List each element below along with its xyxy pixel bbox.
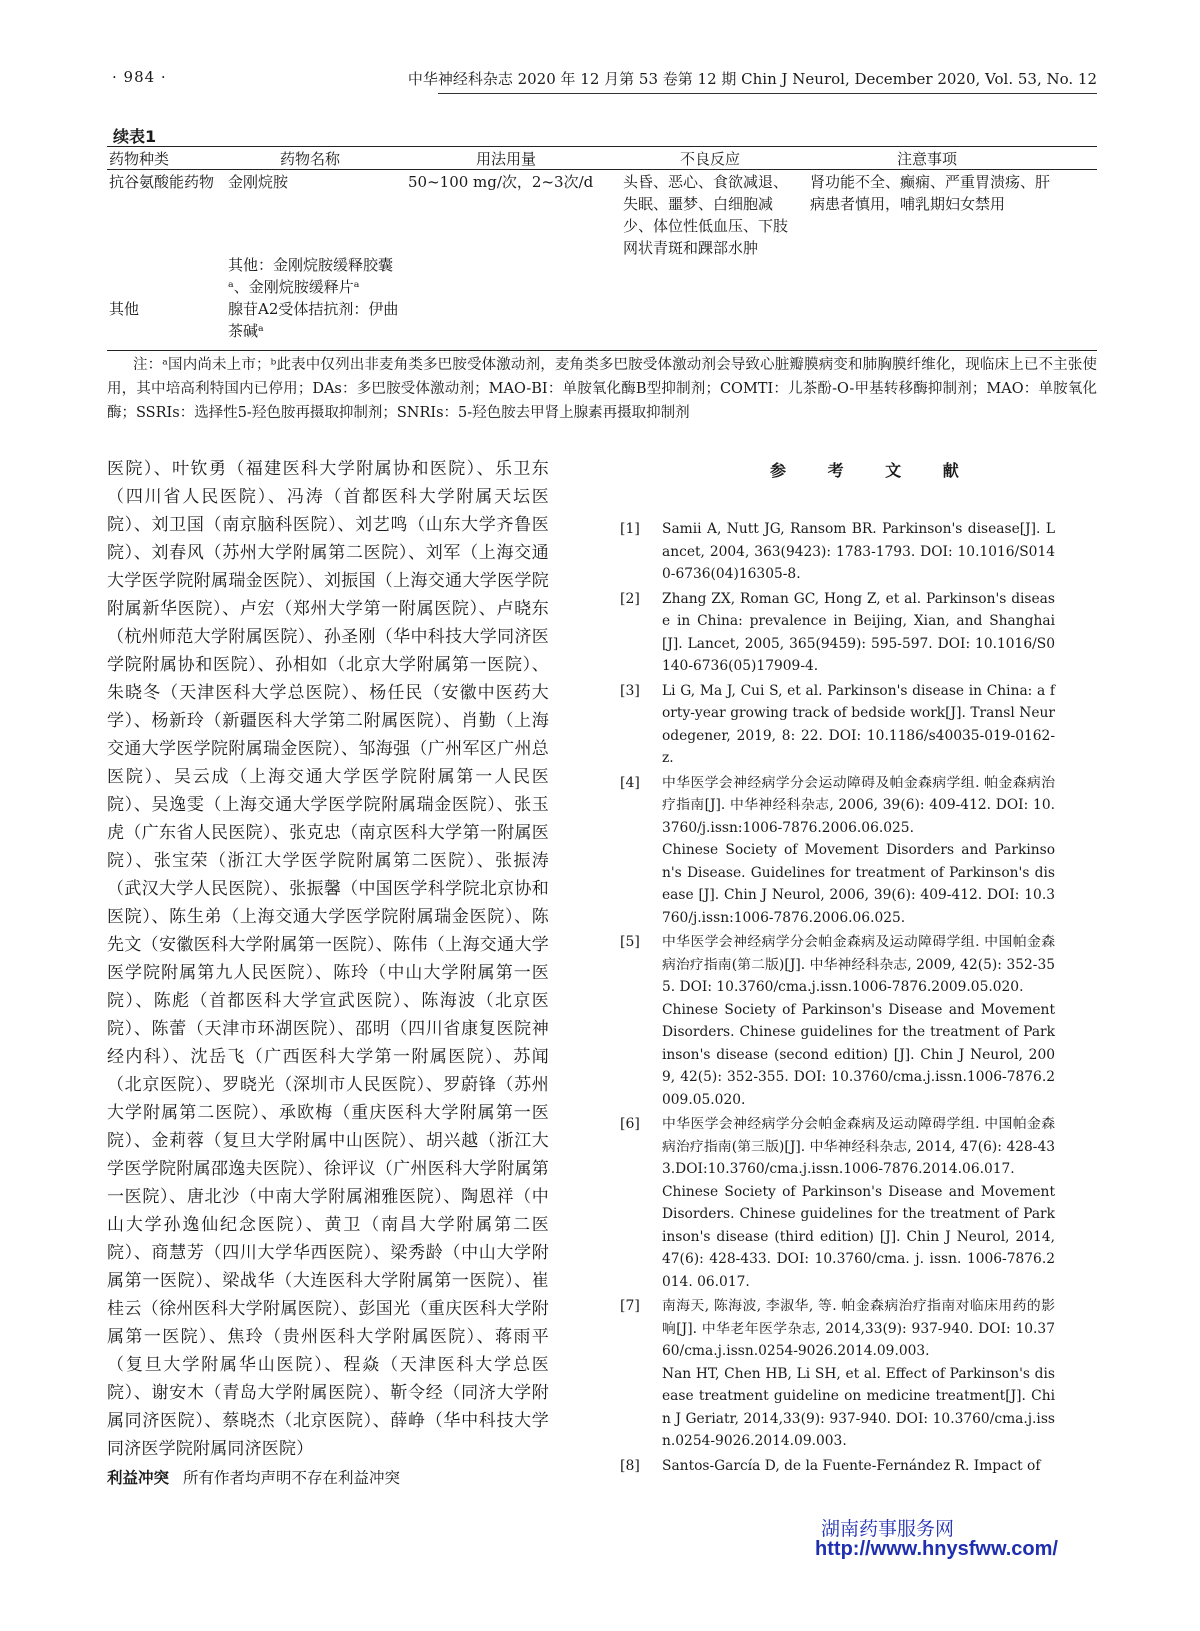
reference-item — [620, 1113, 1055, 1293]
table-header-notes: 注意事项 — [897, 150, 958, 168]
table-cell-name: 腺苷A2受体拮抗剂：伊曲茶碱ᵃ — [228, 300, 399, 340]
acknowledgement-text: 医院）、叶钦勇（福建医科大学附属协和医院）、乐卫东（四川省人民医院）、冯涛（首都医科大学附属天坛医院）、刘卫国（南京脑科医院）、刘艺鸣（山东大学齐鲁医院）、刘春风（苏州大学附属第二医院）、刘军（上海交通大学医学院附属瑞金医院）、刘振国（上海交通大学医学院附属新华医院）、卢宏（郑州大学第一附属医院）、卢晓东（杭州师范大学附属医院）、孙圣刚（华中科技大学同济医学院附属协和医院）、孙相如（北京大学附属第一医院）、朱晓冬（天津医科大学总医院）、杨任民（安徽中医药大学）、杨新玲（新疆医科大学第二附属医院）、肖勤（上海交通大学医学院附属瑞金医院）、邹海强（广州军区广州总医院）、吴云成（上海交通大学医学院附属第一人民医院）、吴逸雯（上海交通大学医学院附属瑞金医院）、张玉虎（广东省人民医院）、张克忠（南京医科大学第一附属医院）、张宝荣（浙江大学医学院附属第二医院）、张振涛（武汉大学人民医院）、张振馨（中国医学科学院北京协和医院）、陈生弟（上海交通大学医学院附属瑞金医院）、陈先文（安徽医科大学附属第一医院）、陈伟（上海交通大学医学院附属第九人民医院）、陈玲（中山大学附属第一医院）、陈彪（首都医科大学宣武医院）、陈海波（北京医院）、陈蕾（天津市环湖医院）、邵明（四川省康复医院神经内科）、沈岳飞（广西医科大学第一附属医院）、苏闻（北京医院）、罗晓光（深圳市人民医院）、罗蔚锋（苏州大学附属第二医院）、承欧梅（重庆医科大学附属第一医院）、金莉蓉（复旦大学附属中山医院）、胡兴越（浙江大学医学院附属邵逸夫医院）、徐评议（广州医科大学附属第一医院）、唐北沙（中南大学附属湘雅医院）、陶恩祥（中山大学孙逸仙纪念医院）、黄卫（南昌大学附属第二医院）、商慧芳（四川大学华西医院）、梁秀龄（中山大学附属第一医院）、梁战华（大连医科大学附属第一医院）、崔桂云（徐州医科大学附属医院）、彭国光（重庆医科大学附属第一医院）、焦玲（贵州医科大学附属医院）、蒋雨平（复旦大学附属华山医院）、程焱（天津医科大学总医院）、谢安木（青岛大学附属医院）、靳令经（同济大学附属同济医院）、蔡晓杰（北京医院）、薛峥（华中科技大学同济医学院附属同济医院） — [107, 459, 549, 1459]
reference-item — [620, 680, 1055, 770]
table-cell-name: 金刚烷胺 — [228, 173, 289, 191]
reference-text: 中华医学会神经病学分会帕金森病及运动障碍学组. 中国帕金森病治疗指南(第三版)[J]. 中华神经科杂志, 2014, 47(6): 428-433.DOI:10.3760/cma.j.issn.1006-7876.2014.06.017. — [662, 1116, 1055, 1177]
reference-english-text: Chinese Society of Parkinson's Disease and Movement Disorders. Chinese guidelines for the treatment of Parkinson's disease (third edition) [J]. Chin J Neurol, 2014, 47(6): 428-433. DOI: 10.3760/cma. j. issn. 1006-7876.2014. 06.017. — [662, 1183, 1055, 1290]
reference-text: 中华医学会神经病学分会帕金森病及运动障碍学组. 中国帕金森病治疗指南(第二版)[J]. 中华神经科杂志, 2009, 42(5): 352-355. DOI: 10.3760/cma.j.issn.1006-7876.2009.05.020. — [662, 934, 1055, 995]
reference-item — [620, 1295, 1055, 1453]
table-footnote: 注：ᵃ国内尚未上市；ᵇ此表中仅列出非麦角类多巴胺受体激动剂，麦角类多巴胺受体激动剂会导致心脏瓣膜病变和肺胸膜纤维化，现临床上已不主张使用，其中培高利特国内已停用；DAs：多巴胺受体激动剂；MAO-BI：单胺氧化酶B型抑制剂；COMTI：儿茶酚-O-甲基转移酶抑制剂；MAO：单胺氧化酶；SSRIs：选择性5-羟色胺再摄取抑制剂；SNRIs：5-羟色胺去甲肾上腺素再摄取抑制剂 — [107, 357, 1097, 421]
table-title: 续表1 — [113, 127, 157, 146]
table-header-name: 药物名称 — [280, 150, 341, 168]
table-cell-dosage: 50~100 mg/次，2~3次/d — [408, 173, 594, 191]
reference-list — [620, 518, 1055, 1479]
reference-english-text: Chinese Society of Parkinson's Disease and Movement Disorders. Chinese guidelines for the treatment of Parkinson's disease (second edition) [J]. Chin J Neurol, 2009, 42(5): 352-355. DOI: 10.3760/cma.j.issn.1006-7876.2009.05.020. — [662, 1001, 1055, 1108]
conflict-text: 所有作者均声明不存在利益冲突 — [183, 1469, 401, 1487]
reference-text: 中华医学会神经病学分会运动障碍及帕金森病学组. 帕金森病治疗指南[J]. 中华神经科杂志, 2006, 39(6): 409-412. DOI: 10.3760/j.issn:1006-7876.2006.06.025. — [662, 774, 1055, 836]
reference-number: [7] — [620, 1298, 640, 1314]
reference-english-text: Chinese Society of Movement Disorders and Parkinson's Disease. Guidelines for treatment of Parkinson's disease [J]. Chin J Neurol, 2006, 39(6): 409-412. DOI: 10.3760/j.issn:1006-7876.2006.06.025. — [662, 842, 1055, 926]
reference-number: [4] — [620, 774, 640, 791]
reference-item — [620, 1455, 1055, 1478]
reference-text: Zhang ZX, Roman GC, Hong Z, et al. Parkinson's disease in China: prevalence in Beijing, Xian, and Shanghai[J]. Lancet, 2005, 365(9459): 595-597. DOI: 10.1016/S0140-6736(05)17909-4. — [662, 590, 1055, 674]
table-header-adverse: 不良反应 — [680, 150, 741, 168]
table-header-rule — [107, 169, 1097, 170]
table-top-rule — [107, 146, 1097, 147]
table-cell-notes: 肾功能不全、癫痫、严重胃溃疡、肝病患者慎用，哺乳期妇女禁用 — [810, 173, 1051, 213]
reference-number: [8] — [620, 1457, 640, 1474]
table-cell-adverse: 头昏、恶心、食欲减退、失眠、噩梦、白细胞减少、体位性低血压、下肢网状青斑和踝部水肿 — [623, 173, 789, 257]
table-cell-name: 其他：金刚烷胺缓释胶囊ᵃ、金刚烷胺缓释片ᵃ — [228, 256, 394, 296]
conflict-label: 利益冲突 — [107, 1469, 170, 1487]
reference-item — [620, 588, 1055, 678]
table-header-dosage: 用法用量 — [476, 150, 537, 168]
watermark-site-name: 湖南药事服务网 — [820, 1518, 954, 1540]
header-rule — [438, 93, 1097, 94]
reference-number: [6] — [620, 1116, 640, 1132]
reference-item — [620, 931, 1055, 1111]
reference-number: [3] — [620, 682, 640, 699]
reference-text: Samii A, Nutt JG, Ransom BR. Parkinson's disease[J]. Lancet, 2004, 363(9423): 1783-1793. DOI: 10.1016/S0140-6736(04)16305-8. — [662, 521, 1055, 582]
reference-number: [2] — [620, 590, 640, 607]
page-number: · 984 · — [112, 68, 167, 86]
table-bottom-rule — [107, 350, 1097, 351]
reference-text: Li G, Ma J, Cui S, et al. Parkinson's disease in China: a forty-year growing track of bedside work[J]. Transl Neurodegener, 2019, 8: 22. DOI: 10.1186/s40035-019-0162-z. — [662, 682, 1055, 766]
references-heading: 参 考 文 献 — [770, 461, 977, 480]
reference-text: Santos-García D, de la Fuente-Fernández R. Impact of — [662, 1457, 1041, 1474]
reference-text: 南海天, 陈海波, 李淑华, 等. 帕金森病治疗指南对临床用药的影响[J]. 中华老年医学杂志, 2014,33(9): 937-940. DOI: 10.3760/cma.j.issn.0254-9026.2014.09.003. — [662, 1298, 1055, 1359]
conflict-of-interest — [107, 1466, 400, 1488]
table-cell-category: 抗谷氨酸能药物 — [109, 173, 215, 191]
reference-number: [1] — [620, 521, 640, 537]
table-cell-category: 其他 — [109, 300, 140, 318]
reference-item — [620, 518, 1055, 586]
reference-number: [5] — [620, 934, 640, 950]
running-header: 中华神经科杂志 2020 年 12 月第 53 卷第 12 期 Chin J Neurol, December 2020, Vol. 53, No. 12 — [407, 70, 1097, 88]
reference-item — [620, 772, 1055, 930]
reference-english-text: Nan HT, Chen HB, Li SH, et al. Effect of Parkinson's disease treatment guideline on medicine treatment[J]. Chin J Geriatr, 2014,33(9): 937-940. DOI: 10.3760/cma.j.issn.0254-9026.2014.09.003. — [662, 1365, 1055, 1449]
watermark-url: http://www.hnysfww.com/ — [815, 1538, 1058, 1560]
table-header-category: 药物种类 — [109, 150, 170, 168]
